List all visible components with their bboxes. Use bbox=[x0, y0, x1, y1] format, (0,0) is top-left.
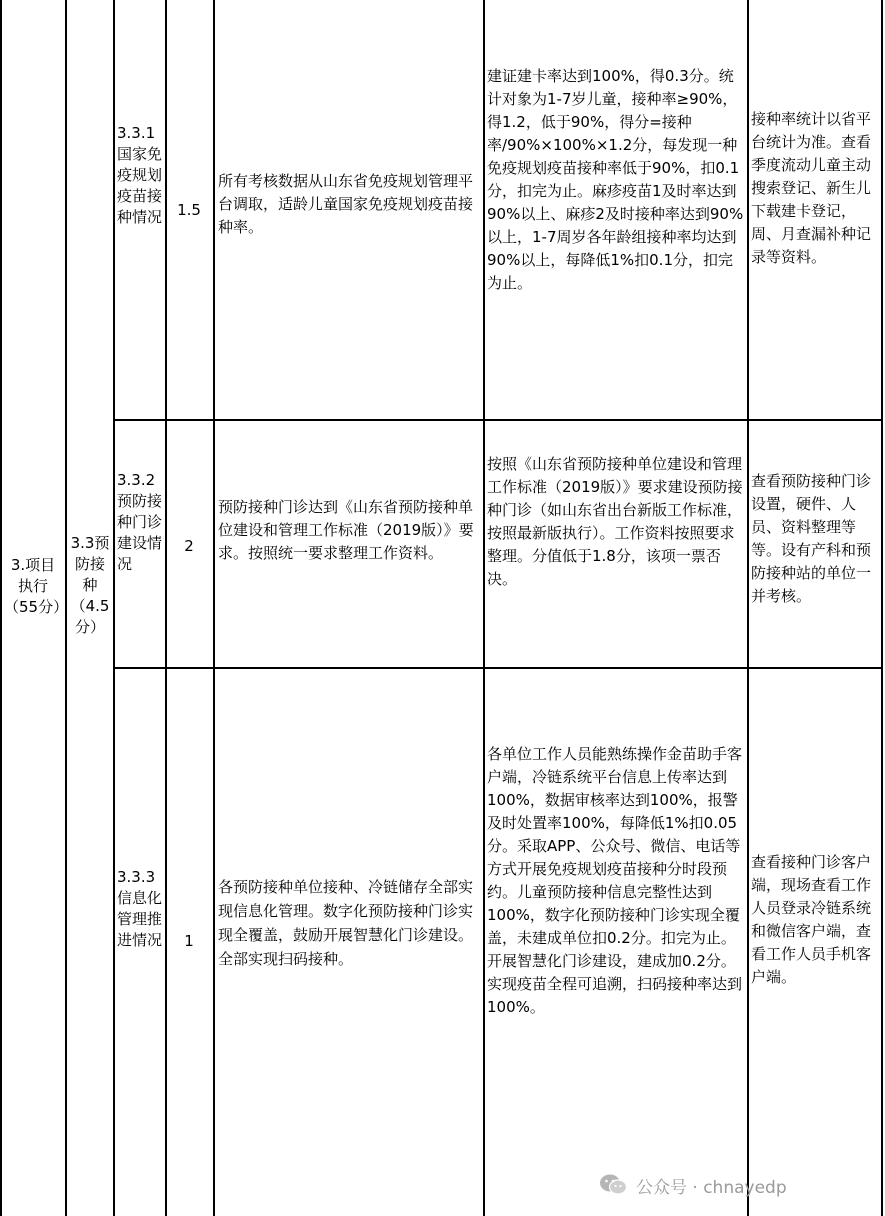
table-border-right bbox=[881, 0, 883, 1216]
score-cell bbox=[167, 536, 211, 557]
table-row-item bbox=[117, 123, 163, 228]
scoring-text: 各单位工作人员能熟练操作金苗助手客户端，冷链系统平台信息上传率达到100%，数据审核率达到100%，报警及时处置率100%，每降低1%扣0.05分。采取APP、公众号、微信、电话等方式开展免疫规划疫苗接种分时段预约。儿童预防接种信息完整性达到100%，数字化预防接种门诊实现全覆盖，未建成单位扣0.2分。扣完为止。开展智慧化门诊建设，建成加0.2分。实现疫苗全程可追溯，扫码接种率达到100%。 bbox=[487, 745, 743, 1016]
item-text: 3.3.2预防接种门诊建设情况 bbox=[117, 471, 163, 573]
item-text: 3.3.3信息化管理推进情况 bbox=[117, 868, 163, 949]
requirement-cell bbox=[218, 170, 480, 239]
score-cell bbox=[167, 931, 211, 952]
method-cell bbox=[751, 108, 879, 269]
requirement-text: 各预防接种单位接种、冷链储存全部实现信息化管理。数字化预防接种门诊实现全覆盖，鼓励开展智慧化门诊建设。全部实现扫码接种。 bbox=[218, 878, 474, 968]
table-divider bbox=[213, 0, 215, 1216]
score-text: 1 bbox=[184, 932, 194, 950]
method-text: 接种率统计以省平台统计为准。查看季度流动儿童主动搜索登记、新生儿下载建卡登记，周、月查漏补种记录等资料。 bbox=[751, 110, 872, 266]
score-cell bbox=[167, 200, 211, 221]
subcategory-text: 3.3预防接种（4.5分） bbox=[70, 534, 110, 636]
row-divider bbox=[113, 667, 883, 669]
scoring-cell bbox=[487, 743, 745, 1019]
scoring-cell bbox=[487, 453, 745, 591]
requirement-cell bbox=[218, 875, 480, 971]
table-divider bbox=[747, 0, 749, 1216]
watermark-text: 公众号 · chnayedp bbox=[636, 1177, 787, 1198]
method-cell bbox=[751, 851, 879, 989]
scoring-cell bbox=[487, 65, 745, 295]
subcategory-cell bbox=[69, 533, 111, 638]
table-row-item bbox=[117, 470, 163, 575]
requirement-text: 所有考核数据从山东省免疫规划管理平台调取，适龄儿童国家免疫规划疫苗接种率。 bbox=[218, 172, 474, 236]
table-row-item bbox=[117, 867, 163, 951]
requirement-cell bbox=[218, 496, 480, 565]
method-text: 查看预防接种门诊设置，硬件、人员、资料整理等等。设有产科和预防接种站的单位一并考核。 bbox=[751, 472, 872, 605]
scoring-text: 按照《山东省预防接种单位建设和管理工作标准（2019版）》要求建设预防接种门诊（如山东省出台新版工作标准，按照最新版执行）。工作资料按照要求整理。分值低于1.8分，该项一票否决。 bbox=[487, 455, 743, 588]
table-divider bbox=[113, 0, 115, 1216]
table-divider bbox=[165, 0, 167, 1216]
category-cell bbox=[4, 555, 69, 618]
table-divider bbox=[483, 0, 485, 1216]
category-text: 3.项目执行（55分） bbox=[4, 556, 69, 616]
score-text: 2 bbox=[184, 537, 194, 555]
requirement-text: 预防接种门诊达到《山东省预防接种单位建设和管理工作标准（2019版）》要求。按照统一要求整理工作资料。 bbox=[218, 498, 474, 562]
table-border-left bbox=[0, 0, 2, 1216]
method-text: 查看接种门诊客户端，现场查看工作人员登录冷链系统和微信客户端，查看工作人员手机客户端。 bbox=[751, 853, 872, 986]
score-text: 1.5 bbox=[177, 201, 201, 219]
row-divider bbox=[113, 419, 883, 421]
method-cell bbox=[751, 470, 879, 608]
scoring-text: 建证建卡率达到100%，得0.3分。统计对象为1-7岁儿童，接种率≥90%，得1.2，低于90%，得分=接种率/90%×100%×1.2分，每发现一种免疫规划疫苗接种率低于90%，扣0.1分，扣完为止。麻疹疫苗1及时率达到90%以上、麻疹2及时接种率达到90%以上，1-7周岁各年龄组接种率均达到90%以上，每降低1%扣0.1分，扣完为止。 bbox=[487, 67, 744, 292]
watermark bbox=[598, 1168, 787, 1202]
wechat-icon bbox=[598, 1172, 628, 1198]
item-text: 3.3.1国家免疫规划疫苗接种情况 bbox=[117, 124, 163, 226]
